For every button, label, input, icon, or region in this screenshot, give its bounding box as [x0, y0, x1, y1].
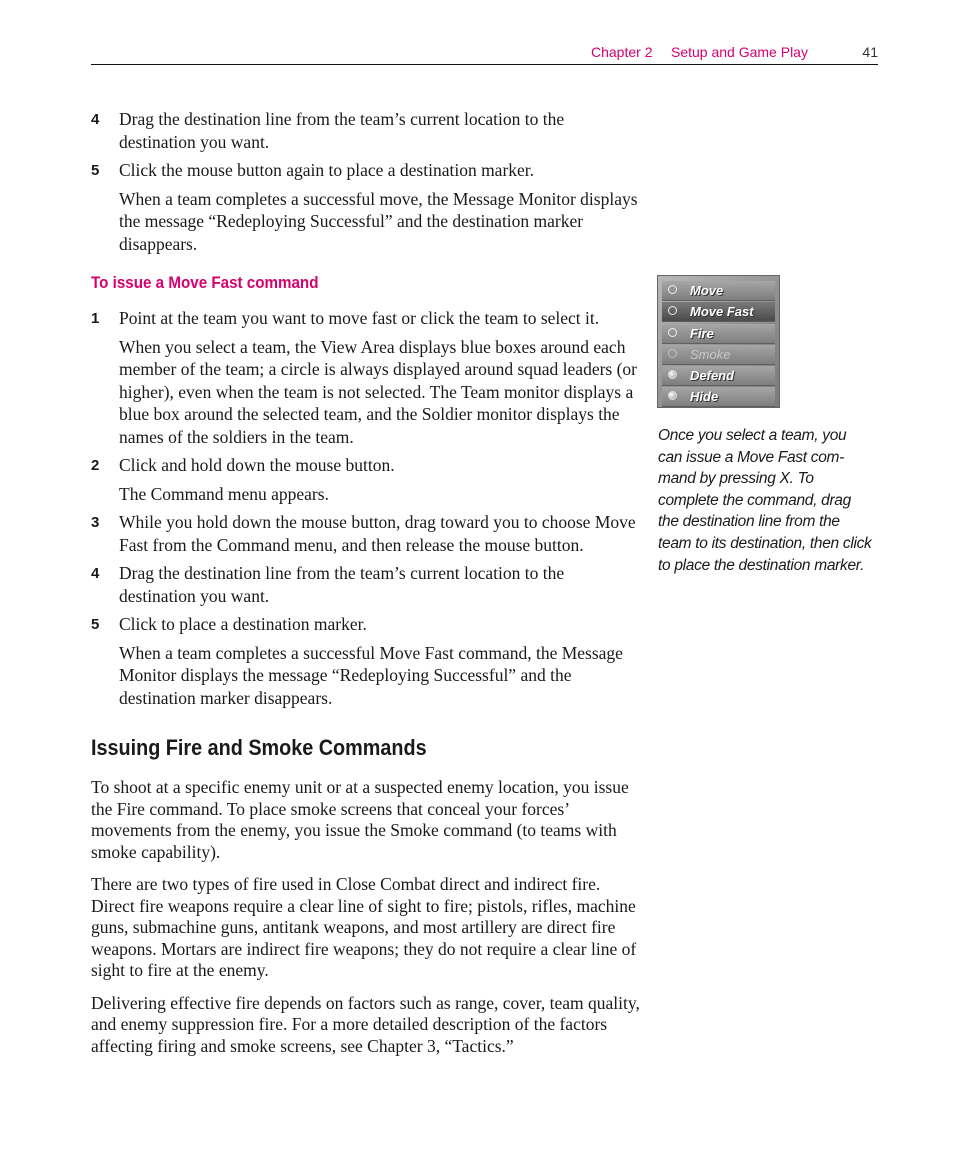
page-header — [91, 44, 878, 65]
procedure-step-5-note: When a team completes a successful Move Fast command, the Message Monitor displays the message “Redeploying Successful” and the destination marker disappears. — [119, 642, 623, 708]
section-paragraph: To shoot at a specific enemy unit or at a suspected enemy location, you issue the Fire command. To place smoke screens that conceal your forces’ movements from the enemy, you issue the Smoke command (to teams with smoke capability). — [91, 777, 629, 862]
step-text: Drag the destination line from the team’s current location to the destination you want. — [119, 563, 565, 606]
section-heading: Issuing Fire and Smoke Commands — [91, 735, 427, 760]
procedure-step-5 — [91, 613, 643, 636]
menu-item-smoke — [662, 345, 775, 365]
step-number: 5 — [91, 616, 100, 633]
radio-empty-icon — [668, 285, 677, 294]
procedure-title: To issue a Move Fast command — [91, 274, 319, 292]
menu-item-label: Defend — [690, 368, 735, 384]
section-paragraph: Delivering effective fire depends on factors such as range, cover, team quality, and enemy suppression fire. For a more detailed description of the factors affecting firing and smoke screens, see Chapter 3, “Tactics.” — [91, 992, 640, 1056]
step-number: 4 — [91, 565, 100, 582]
procedure-step-3 — [91, 511, 643, 556]
page-number: 41 — [862, 44, 878, 60]
radio-empty-icon — [668, 349, 677, 358]
header-chapter: Chapter 2 — [591, 44, 653, 60]
step-number: 4 — [91, 111, 100, 128]
step-text: Drag the destination line from the team’s current location to the destination you want. — [119, 109, 565, 152]
step-number: 3 — [91, 514, 100, 531]
radio-filled-icon — [668, 370, 677, 379]
step-number: 5 — [91, 162, 100, 179]
menu-item-fire — [662, 324, 775, 344]
radio-filled-icon — [668, 391, 677, 400]
procedure-step-2-note: The Command menu appears. — [119, 483, 329, 504]
menu-item-defend — [662, 366, 775, 386]
menu-item-label: Move Fast — [690, 304, 754, 320]
step-text: Click to place a destination marker. — [119, 614, 367, 634]
main-column — [91, 108, 643, 1068]
procedure-step-2 — [91, 454, 643, 477]
section-paragraph: There are two types of fire used in Close Combat direct and indirect fire. Direct fire weapons require a clear line of sight to fire; pistols, rifles, machine guns, submachine guns, antitank weapons, and most artillery are direct fire weapons. Mortars are indirect fire weapons; they do not require a clear line of sight to fire at the enemy. — [91, 874, 637, 980]
procedure-step-1-note: When you select a team, the View Area displays blue boxes around each member of the team; a circle is always displayed around squad leaders (or higher), even when the team is not selected. The Team monitor displays a blue box around the selected team, and the Soldier monitor displays the names of the soldiers in the team. — [119, 336, 638, 447]
step-text: Click and hold down the mouse button. — [119, 455, 395, 475]
menu-item-label: Hide — [690, 389, 719, 405]
figure-caption: Once you select a team, you can issue a Move Fast com-mand by pressing X. To complete the command, drag the destination line from the team to its destination, then click to place the destination marker. — [658, 427, 872, 574]
step-text: While you hold down the mouse button, drag toward you to choose Move Fast from the Command menu, and then release the mouse button. — [119, 512, 636, 555]
menu-item-label: Smoke — [690, 346, 731, 362]
menu-item-move — [662, 281, 775, 301]
procedure-step-4 — [91, 562, 643, 607]
step-number: 1 — [91, 310, 100, 327]
radio-empty-icon — [668, 328, 677, 337]
menu-item-hide — [662, 387, 775, 407]
menu-item-label: Move — [690, 283, 724, 298]
menu-item-label: Fire — [690, 325, 714, 341]
step-text: Click the mouse button again to place a destination marker. — [119, 160, 535, 180]
header-section-title: Setup and Game Play — [671, 44, 808, 60]
command-menu-screenshot — [657, 275, 780, 408]
intro-result: When a team completes a successful move, the Message Monitor displays the message “Redeploying Successful” and the destination marker disappears. — [119, 188, 638, 254]
procedure-step-1 — [91, 307, 643, 330]
step-number: 2 — [91, 457, 100, 474]
radio-empty-icon — [668, 306, 677, 315]
step-text: Point at the team you want to move fast or click the team to select it. — [119, 308, 600, 328]
intro-step-4 — [91, 108, 643, 153]
intro-step-5 — [91, 159, 643, 182]
menu-item-move-fast — [662, 302, 775, 322]
